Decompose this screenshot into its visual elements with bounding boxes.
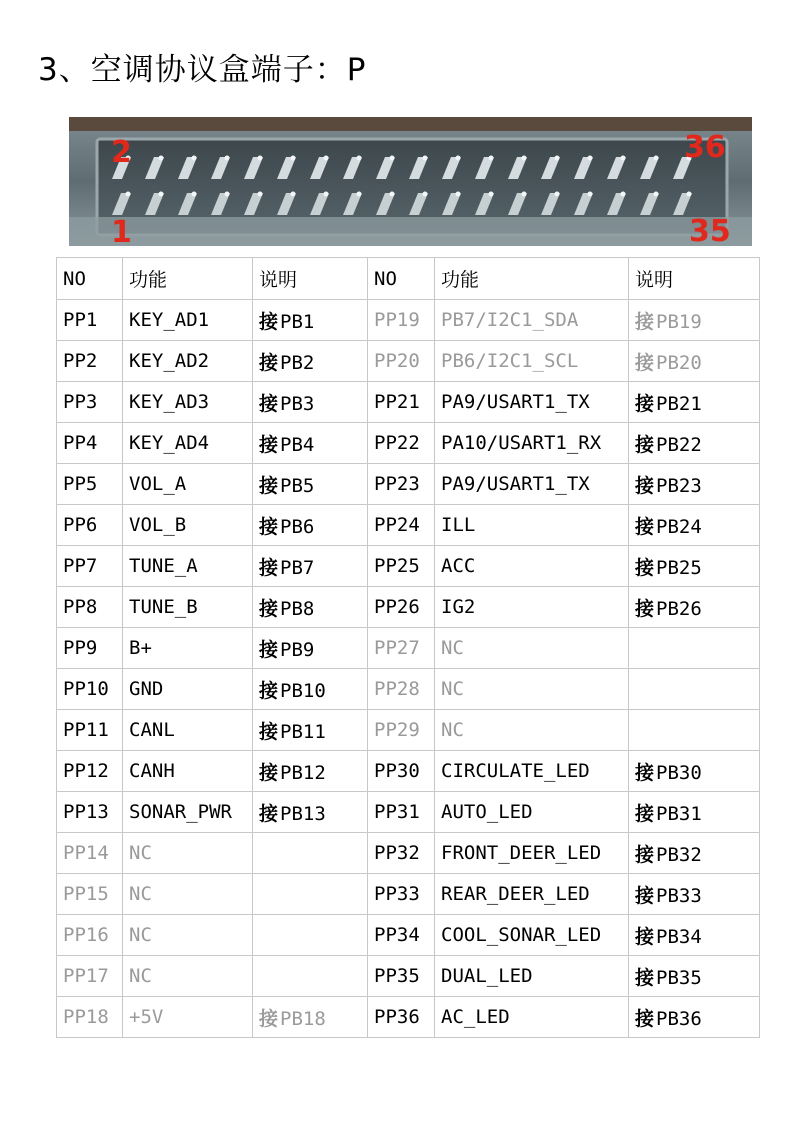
pin-number-right: PP33 bbox=[368, 874, 435, 915]
header-description-2: 说明 bbox=[629, 258, 760, 300]
pin-description-right: 接 PB20 bbox=[629, 341, 760, 382]
connect-mark: 接 bbox=[259, 761, 279, 784]
pin-description-left: 接 PB8 bbox=[253, 587, 368, 628]
pin-description-right: 接 PB34 bbox=[629, 915, 760, 956]
pin-function-left: B+ bbox=[123, 628, 253, 669]
pin-label-2: 2 bbox=[111, 135, 132, 170]
pin-number-right: PP32 bbox=[368, 833, 435, 874]
connector-pin-highlight bbox=[588, 192, 593, 197]
connect-mark: 接 bbox=[635, 515, 655, 538]
connector-pin-highlight bbox=[324, 192, 329, 197]
pin-function-left: KEY_AD1 bbox=[123, 300, 253, 341]
pin-number-right: PP20 bbox=[368, 341, 435, 382]
pin-description-right: 接 PB36 bbox=[629, 997, 760, 1038]
pin-number-right: PP31 bbox=[368, 792, 435, 833]
connector-pin-highlight bbox=[423, 156, 428, 161]
pin-number-left: PP3 bbox=[57, 382, 123, 423]
pin-function-right: AUTO_LED bbox=[435, 792, 629, 833]
pin-number-left: PP12 bbox=[57, 751, 123, 792]
table-row bbox=[57, 300, 760, 341]
connector-pin-highlight bbox=[390, 192, 395, 197]
connect-mark: 接 bbox=[259, 433, 279, 456]
connect-mark: 接 bbox=[259, 802, 279, 825]
connect-mark: 接 bbox=[635, 925, 655, 948]
pin-description-left bbox=[253, 956, 368, 997]
connector-pin-highlight bbox=[555, 156, 560, 161]
connect-mark: 接 bbox=[635, 761, 655, 784]
connect-mark: 接 bbox=[635, 556, 655, 579]
pin-description-left: 接 PB13 bbox=[253, 792, 368, 833]
connector-lower-lip bbox=[69, 217, 752, 246]
table-row bbox=[57, 341, 760, 382]
pin-function-right: CIRCULATE_LED bbox=[435, 751, 629, 792]
pin-table bbox=[56, 257, 760, 1038]
connect-mark: 接 bbox=[635, 966, 655, 989]
table-row bbox=[57, 997, 760, 1038]
pin-function-right: NC bbox=[435, 710, 629, 751]
table-row bbox=[57, 382, 760, 423]
pin-function-right: ILL bbox=[435, 505, 629, 546]
header-no: NO bbox=[57, 258, 123, 300]
pin-description-left: 接 PB5 bbox=[253, 464, 368, 505]
pin-function-right: IG2 bbox=[435, 587, 629, 628]
connector-pcb-edge bbox=[69, 117, 752, 131]
connect-mark: 接 bbox=[635, 433, 655, 456]
connector-pin-highlight bbox=[390, 156, 395, 161]
pin-label-1: 1 bbox=[111, 215, 132, 246]
connector-pin-highlight bbox=[456, 156, 461, 161]
pin-number-left: PP10 bbox=[57, 669, 123, 710]
pin-function-right: PB7/I2C1_SDA bbox=[435, 300, 629, 341]
pin-function-right: FRONT_DEER_LED bbox=[435, 833, 629, 874]
pin-function-right: REAR_DEER_LED bbox=[435, 874, 629, 915]
connect-mark: 接 bbox=[259, 597, 279, 620]
pin-number-right: PP28 bbox=[368, 669, 435, 710]
pin-function-left: TUNE_B bbox=[123, 587, 253, 628]
table-row bbox=[57, 464, 760, 505]
connect-mark: 接 bbox=[259, 1007, 279, 1030]
connect-mark: 接 bbox=[635, 310, 655, 333]
pin-function-right: AC_LED bbox=[435, 997, 629, 1038]
connector-pin-highlight bbox=[291, 192, 296, 197]
connector-pin-highlight bbox=[159, 192, 164, 197]
pin-number-right: PP21 bbox=[368, 382, 435, 423]
header-no-2: NO bbox=[368, 258, 435, 300]
connector-image bbox=[69, 117, 752, 246]
header-function: 功能 bbox=[123, 258, 253, 300]
connector-pin-highlight bbox=[192, 156, 197, 161]
pin-description-right: 接 PB25 bbox=[629, 546, 760, 587]
pin-number-left: PP1 bbox=[57, 300, 123, 341]
pin-function-left: GND bbox=[123, 669, 253, 710]
pin-function-left: CANL bbox=[123, 710, 253, 751]
table-row bbox=[57, 874, 760, 915]
connect-mark: 接 bbox=[259, 679, 279, 702]
pin-number-left: PP9 bbox=[57, 628, 123, 669]
pin-number-right: PP29 bbox=[368, 710, 435, 751]
pin-number-right: PP27 bbox=[368, 628, 435, 669]
table-row bbox=[57, 956, 760, 997]
pin-description-left: 接 PB6 bbox=[253, 505, 368, 546]
pin-number-left: PP5 bbox=[57, 464, 123, 505]
pin-description-left: 接 PB11 bbox=[253, 710, 368, 751]
pin-description-right: 接 PB35 bbox=[629, 956, 760, 997]
connect-mark: 接 bbox=[635, 351, 655, 374]
connector-pin-highlight bbox=[291, 156, 296, 161]
pin-number-left: PP17 bbox=[57, 956, 123, 997]
connector-pin-highlight bbox=[324, 156, 329, 161]
pin-number-left: PP18 bbox=[57, 997, 123, 1038]
connect-mark: 接 bbox=[635, 843, 655, 866]
pin-number-right: PP35 bbox=[368, 956, 435, 997]
table-row bbox=[57, 710, 760, 751]
pin-description-left: 接 PB2 bbox=[253, 341, 368, 382]
pin-description-right: 接 PB32 bbox=[629, 833, 760, 874]
connector-pin-highlight bbox=[588, 156, 593, 161]
pin-number-right: PP26 bbox=[368, 587, 435, 628]
pin-description-left: 接 PB9 bbox=[253, 628, 368, 669]
pin-function-right: PA9/USART1_TX bbox=[435, 464, 629, 505]
connect-mark: 接 bbox=[259, 474, 279, 497]
connector-pin-highlight bbox=[687, 192, 692, 197]
pin-description-left: 接 PB4 bbox=[253, 423, 368, 464]
connector-pin-highlight bbox=[357, 192, 362, 197]
pin-number-left: PP8 bbox=[57, 587, 123, 628]
pin-function-right: PB6/I2C1_SCL bbox=[435, 341, 629, 382]
pin-function-left: SONAR_PWR bbox=[123, 792, 253, 833]
pin-function-left: NC bbox=[123, 915, 253, 956]
pin-description-right bbox=[629, 710, 760, 751]
pin-number-left: PP4 bbox=[57, 423, 123, 464]
connect-mark: 接 bbox=[259, 556, 279, 579]
pin-number-left: PP7 bbox=[57, 546, 123, 587]
pin-description-left: 接 PB18 bbox=[253, 997, 368, 1038]
pin-number-right: PP36 bbox=[368, 997, 435, 1038]
table-row bbox=[57, 669, 760, 710]
table-row bbox=[57, 423, 760, 464]
connector-pin-highlight bbox=[456, 192, 461, 197]
pin-label-36: 36 bbox=[684, 130, 726, 165]
pin-number-right: PP30 bbox=[368, 751, 435, 792]
pin-function-right: PA10/USART1_RX bbox=[435, 423, 629, 464]
pin-description-right: 接 PB33 bbox=[629, 874, 760, 915]
pin-number-right: PP25 bbox=[368, 546, 435, 587]
pin-function-right: NC bbox=[435, 669, 629, 710]
pin-description-right bbox=[629, 669, 760, 710]
pin-function-left: VOL_B bbox=[123, 505, 253, 546]
pin-description-right bbox=[629, 628, 760, 669]
pin-function-right: PA9/USART1_TX bbox=[435, 382, 629, 423]
pin-number-right: PP22 bbox=[368, 423, 435, 464]
pin-description-left: 接 PB10 bbox=[253, 669, 368, 710]
connector-pin-highlight bbox=[192, 192, 197, 197]
connect-mark: 接 bbox=[635, 392, 655, 415]
pin-function-left: NC bbox=[123, 833, 253, 874]
connector-pin-highlight bbox=[489, 192, 494, 197]
connector-pin-highlight bbox=[159, 156, 164, 161]
table-row bbox=[57, 587, 760, 628]
pin-number-left: PP11 bbox=[57, 710, 123, 751]
connector-photo bbox=[69, 117, 752, 246]
pin-description-right: 接 PB21 bbox=[629, 382, 760, 423]
connect-mark: 接 bbox=[635, 1007, 655, 1030]
pin-function-left: +5V bbox=[123, 997, 253, 1038]
pin-function-left: KEY_AD2 bbox=[123, 341, 253, 382]
connector-pin-highlight bbox=[654, 192, 659, 197]
pin-description-left bbox=[253, 874, 368, 915]
connector-pin-highlight bbox=[555, 192, 560, 197]
pin-function-left: NC bbox=[123, 956, 253, 997]
pin-function-left: TUNE_A bbox=[123, 546, 253, 587]
pin-description-right: 接 PB19 bbox=[629, 300, 760, 341]
connect-mark: 接 bbox=[635, 474, 655, 497]
pin-number-left: PP13 bbox=[57, 792, 123, 833]
pin-number-left: PP14 bbox=[57, 833, 123, 874]
connect-mark: 接 bbox=[635, 597, 655, 620]
table-row bbox=[57, 505, 760, 546]
pin-number-left: PP15 bbox=[57, 874, 123, 915]
connector-pin-highlight bbox=[489, 156, 494, 161]
connector-pin-highlight bbox=[225, 156, 230, 161]
pin-label-35: 35 bbox=[689, 214, 731, 246]
pin-description-right: 接 PB24 bbox=[629, 505, 760, 546]
pin-description-left: 接 PB12 bbox=[253, 751, 368, 792]
connect-mark: 接 bbox=[259, 310, 279, 333]
connect-mark: 接 bbox=[259, 720, 279, 743]
connector-pin-highlight bbox=[423, 192, 428, 197]
table-row bbox=[57, 751, 760, 792]
connector-pin-highlight bbox=[654, 156, 659, 161]
pin-number-right: PP34 bbox=[368, 915, 435, 956]
pin-description-left: 接 PB7 bbox=[253, 546, 368, 587]
connector-pin-highlight bbox=[522, 192, 527, 197]
pin-number-right: PP24 bbox=[368, 505, 435, 546]
pin-function-right: COOL_SONAR_LED bbox=[435, 915, 629, 956]
pin-number-left: PP16 bbox=[57, 915, 123, 956]
connector-pin-highlight bbox=[126, 192, 131, 197]
connect-mark: 接 bbox=[259, 515, 279, 538]
pin-number-right: PP23 bbox=[368, 464, 435, 505]
pin-description-right: 接 PB23 bbox=[629, 464, 760, 505]
pin-number-left: PP6 bbox=[57, 505, 123, 546]
header-function-2: 功能 bbox=[435, 258, 629, 300]
table-row bbox=[57, 628, 760, 669]
table-row bbox=[57, 833, 760, 874]
pin-description-right: 接 PB26 bbox=[629, 587, 760, 628]
table-row bbox=[57, 546, 760, 587]
pin-description-left bbox=[253, 915, 368, 956]
connector-pin-highlight bbox=[621, 156, 626, 161]
pin-description-left: 接 PB3 bbox=[253, 382, 368, 423]
table-row bbox=[57, 792, 760, 833]
connector-pin-highlight bbox=[225, 192, 230, 197]
pin-function-left: VOL_A bbox=[123, 464, 253, 505]
pin-description-right: 接 PB31 bbox=[629, 792, 760, 833]
page-title: 3、空调协议盒端子：P bbox=[38, 52, 367, 88]
table-row bbox=[57, 915, 760, 956]
pin-function-right: DUAL_LED bbox=[435, 956, 629, 997]
table-header-row bbox=[57, 258, 760, 300]
connect-mark: 接 bbox=[259, 351, 279, 374]
connector-pin-highlight bbox=[621, 192, 626, 197]
pin-function-left: CANH bbox=[123, 751, 253, 792]
pin-number-left: PP2 bbox=[57, 341, 123, 382]
pin-description-right: 接 PB22 bbox=[629, 423, 760, 464]
pin-description-right: 接 PB30 bbox=[629, 751, 760, 792]
pin-number-right: PP19 bbox=[368, 300, 435, 341]
pin-description-left: 接 PB1 bbox=[253, 300, 368, 341]
pin-function-left: KEY_AD3 bbox=[123, 382, 253, 423]
header-description: 说明 bbox=[253, 258, 368, 300]
connector-pin-highlight bbox=[258, 192, 263, 197]
connector-pin-highlight bbox=[357, 156, 362, 161]
pin-description-left bbox=[253, 833, 368, 874]
pin-function-left: NC bbox=[123, 874, 253, 915]
connect-mark: 接 bbox=[259, 392, 279, 415]
pin-function-left: KEY_AD4 bbox=[123, 423, 253, 464]
connector-pin-highlight bbox=[522, 156, 527, 161]
connect-mark: 接 bbox=[635, 884, 655, 907]
pin-function-right: NC bbox=[435, 628, 629, 669]
connect-mark: 接 bbox=[259, 638, 279, 661]
connector-pin-highlight bbox=[258, 156, 263, 161]
pin-function-right: ACC bbox=[435, 546, 629, 587]
connect-mark: 接 bbox=[635, 802, 655, 825]
